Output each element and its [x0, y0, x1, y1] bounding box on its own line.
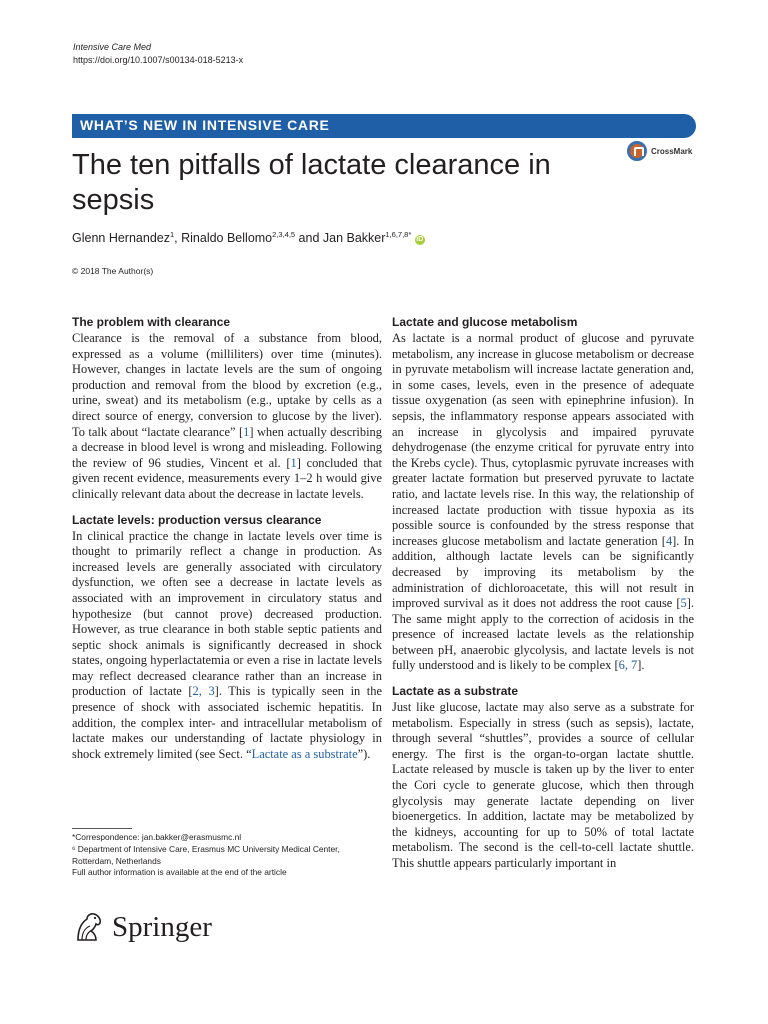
section-heading: Lactate as a substrate	[392, 684, 519, 699]
citation-link[interactable]: 6, 7	[618, 658, 638, 673]
journal-header	[73, 41, 243, 66]
left-column	[72, 314, 382, 762]
author-list	[72, 230, 425, 245]
author-separator: ,	[174, 231, 182, 246]
affiliation-marker: 1,6,7,8*	[385, 230, 412, 239]
banner-label: WHAT’S NEW IN INTENSIVE CARE	[80, 117, 330, 133]
author-info-note: Full author information is available at the end of the article	[72, 867, 287, 878]
section-heading: Lactate and glucose metabolism	[392, 315, 578, 329]
springer-horse-icon	[72, 910, 106, 944]
orcid-icon[interactable]: iD	[416, 236, 424, 244]
doi-link[interactable]: https://doi.org/10.1007/s00134-018-5213-x	[73, 54, 244, 65]
journal-name: Intensive Care Med	[73, 42, 152, 52]
paragraph: Clearance is the removal of a substance from blood, expressed as a volume (milliliters) over time (minutes). However, changes in lactate levels are the sum of ongoing production and removal from the blood by excretion (e.g., urine, sweat) and its metabolism (e.g., uptake by cells as a direct source of energy, conversion to glucose by the liver). To talk about “lactate clearance” [1] when actually describing a decrease in blood level is wrong and misleading. Following the review of 96 studies, Vincent et al. [1] concluded that given recent evidence, measurements every 1–2 h would give clinically relevant data about the decrease in lactate levels.	[72, 331, 383, 501]
affiliation-note: ⁶ Department of Intensive Care, Erasmus MC University Medical Center, Rotterdam, Netherlands	[72, 843, 340, 866]
author-name: Glenn Hernandez	[72, 231, 170, 246]
crossmark-icon	[627, 141, 647, 161]
author-name: Jan Bakker	[322, 231, 386, 246]
section-link[interactable]: Lactate as a substrate	[251, 746, 358, 761]
article-title: The ten pitfalls of lactate clearance in sepsis	[72, 149, 551, 216]
section-heading: The problem with clearance	[72, 315, 231, 329]
affiliation-marker: 1	[169, 230, 175, 239]
correspondence-note: *Correspondence: jan.bakker@erasmusmc.nl	[72, 832, 242, 842]
right-column	[392, 314, 694, 872]
crossmark-label: CrossMark	[651, 146, 693, 156]
author-separator: and	[295, 231, 323, 246]
citation-link[interactable]: 2, 3	[192, 684, 215, 699]
citation-link[interactable]: 1	[243, 424, 250, 439]
paragraph: Just like glucose, lactate may also serve as a substrate for metabolism. Especially in stress (such as sepsis), lactate, through several “shuttles”, provides a source of cellular energy. The first is the organ-to-organ lactate shuttle. Lactate released by muscle is taken up by the liver to enter the Cori cycle to generate glucose, which then through glycolysis may generate lactate depending on liver bioenergetics. In addition, lactate may be metabolized by the kidneys, accounting for up to 50% of total lactate metabolism. The second is the cell-to-cell lactate shuttle. This shuttle appears particularly important in	[392, 700, 694, 870]
section-heading: Lactate levels: production versus clearance	[72, 512, 322, 527]
paragraph: In clinical practice the change in lactate levels over time is thought to primarily reflect a change in production. As increased levels are generally associated with circulatory dysfunction, we often see a decrease in lactate levels as associated with an improvement in circulatory status and hypothesize (but cannot prove) decreased production. However, as true clearance in both stable septic patients and septic shock animals is significantly decreased in shock states, ongoing hyperlactatemia or even a rise in lactate levels may reflect decreased clearance rather than an increase in production of lactate [2, 3]. This is typically seen in the presence of shock with associated ischemic hepatitis. In addition, the complex inter- and intracellular metabolism of lactate makes our understanding of lactate physiology in shock extremely limited (see Sect. “Lactate as a substrate”).	[72, 528, 383, 761]
copyright-notice: © 2018 The Author(s)	[72, 266, 154, 276]
citation-link[interactable]: 4	[665, 533, 673, 548]
footnotes	[72, 832, 372, 879]
publisher-name: Springer	[112, 910, 212, 943]
footnote-divider	[72, 828, 132, 829]
publisher-logo	[72, 910, 212, 944]
crossmark-badge[interactable]	[627, 141, 692, 161]
section-banner	[72, 114, 696, 138]
affiliation-marker: 2,3,4,5	[272, 230, 296, 239]
author-name: Rinaldo Bellomo	[181, 231, 273, 246]
citation-link[interactable]: 1	[290, 455, 297, 470]
paragraph: As lactate is a normal product of glucose and pyruvate metabolism, any increase in glucose metabolism or decrease in pyruvate metabolism will increase lactate generation and, in some cases, levels, even in the presence of adequate tissue oxygenation (as seen with epinephrine infusion). In sepsis, the inflammatory response appears associated with an increase in glycolysis and impaired pyruvate dehydrogenase (the enzyme critical for pyruvate entry into the Krebs cycle). Thus, cytoplasmic pyruvate increases with greater lactate formation but preserved pyruvate to lactate ratio, and lactate levels rise. In this way, the relationship of increased lactate production with tissue hypoxia as its possible source is confounded by the stress response that increases glucose metabolism and lactate generation [4]. In addition, although lactate levels can be significantly decreased by improving its metabolism by the administration of dichloroacetate, this will not result in improved survival as it does not address the root cause [5]. The same might apply to the correction of acidosis in the presence of increased lactate levels as the relationship between pH, anaerobic glycolysis, and lactate levels is not fully understood and is likely to be complex [6, 7].	[392, 331, 694, 673]
citation-link[interactable]: 5	[680, 596, 687, 611]
